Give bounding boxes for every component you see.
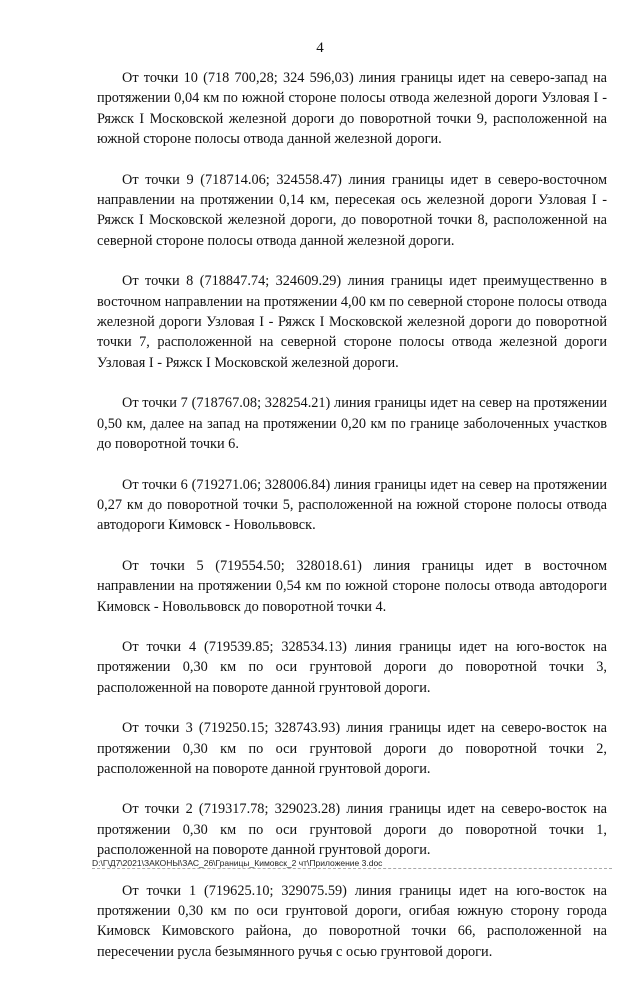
paragraph-point-6: От точки 6 (719271.06; 328006.84) линия границы идет на север на протяжении 0,27 км до поворотной точки 5, расположенной на южной стороне полосы отвода автодороги Кимовск - Новольвовск. <box>97 476 607 534</box>
paragraph-point-9: От точки 9 (718714.06; 324558.47) линия границы идет в северо-восточном направлении на протяжении 0,14 км, пересекая ось железной дороги Узловая I - Ряжск I Московской железной дороги, до поворотной точки 8, расположенной на северной стороне полосы отвода данной железной дороги. <box>97 171 607 249</box>
paragraph-point-10: От точки 10 (718 700,28; 324 596,03) линия границы идет на северо-запад на протяжении 0,04 км по южной стороне полосы отвода железной дороги Узловая I - Ряжск I Московской железной дороги до поворотной точки 9, расположенной на южной стороне полосы отвода данной железной дороги. <box>97 70 607 148</box>
footer-divider <box>92 868 612 869</box>
paragraph-point-3: От точки 3 (719250.15; 328743.93) линия границы идет на северо-восток на протяжении 0,30 км по оси грунтовой дороги до поворотной точки 2, расположенной на повороте данной грунтовой дороги. <box>97 720 607 777</box>
paragraph-point-4: От точки 4 (719539.85; 328534.13) линия границы идет на юго-восток на протяжении 0,30 км по оси грунтовой дороги до поворотной точки 3, расположенной на повороте данной грунтовой дороги. <box>97 638 607 696</box>
paragraph-point-8: От точки 8 (718847.74; 324609.29) линия границы идет преимущественно в восточном направлении на протяжении 4,00 км по северной стороне полосы отвода железной дороги Узловая I - Ряжск I Московской железной дороги до поворотной точки 7, расположенной на северной стороне полосы отвода железной дороги Узловая I - Ряжск I Московской железной дороги. <box>97 273 607 371</box>
page-number: 4 <box>316 40 324 56</box>
paragraph-point-2: От точки 2 (719317.78; 329023.28) линия границы идет на северо-восток на протяжении 0,30 км по оси грунтовой дороги до поворотной точки 1, расположенной на повороте данной грунтовой дороги. <box>97 801 607 859</box>
document-body <box>97 68 607 982</box>
paragraph-point-1: От точки 1 (719625.10; 329075.59) линия границы идет на юго-восток на протяжении 0,30 км по оси грунтовой дороги, огибая южную сторону города Кимовск Кимовского района, до поворотной точки 66, расположенной на пересечении русла безымянного ручья с осью грунтовой дороги. <box>97 882 607 960</box>
paragraph-point-7: От точки 7 (718767.08; 328254.21) линия границы идет на север на протяжении 0,50 км, далее на запад на протяжении 0,20 км по границе заболоченных участков до поворотной точки 6. <box>97 395 607 453</box>
footer-file-path: D:\Г\Д7\2021\ЗАКОНЫ\ЗАС_26\Границы_Кимовск_2 чт\Приложение 3.doc <box>92 858 383 868</box>
paragraph-point-5: От точки 5 (719554.50; 328018.61) линия границы идет в восточном направлении на протяжении 0,54 км по южной стороне полосы отвода автодороги Кимовск - Новольвовск до поворотной точки 4. <box>97 557 607 615</box>
